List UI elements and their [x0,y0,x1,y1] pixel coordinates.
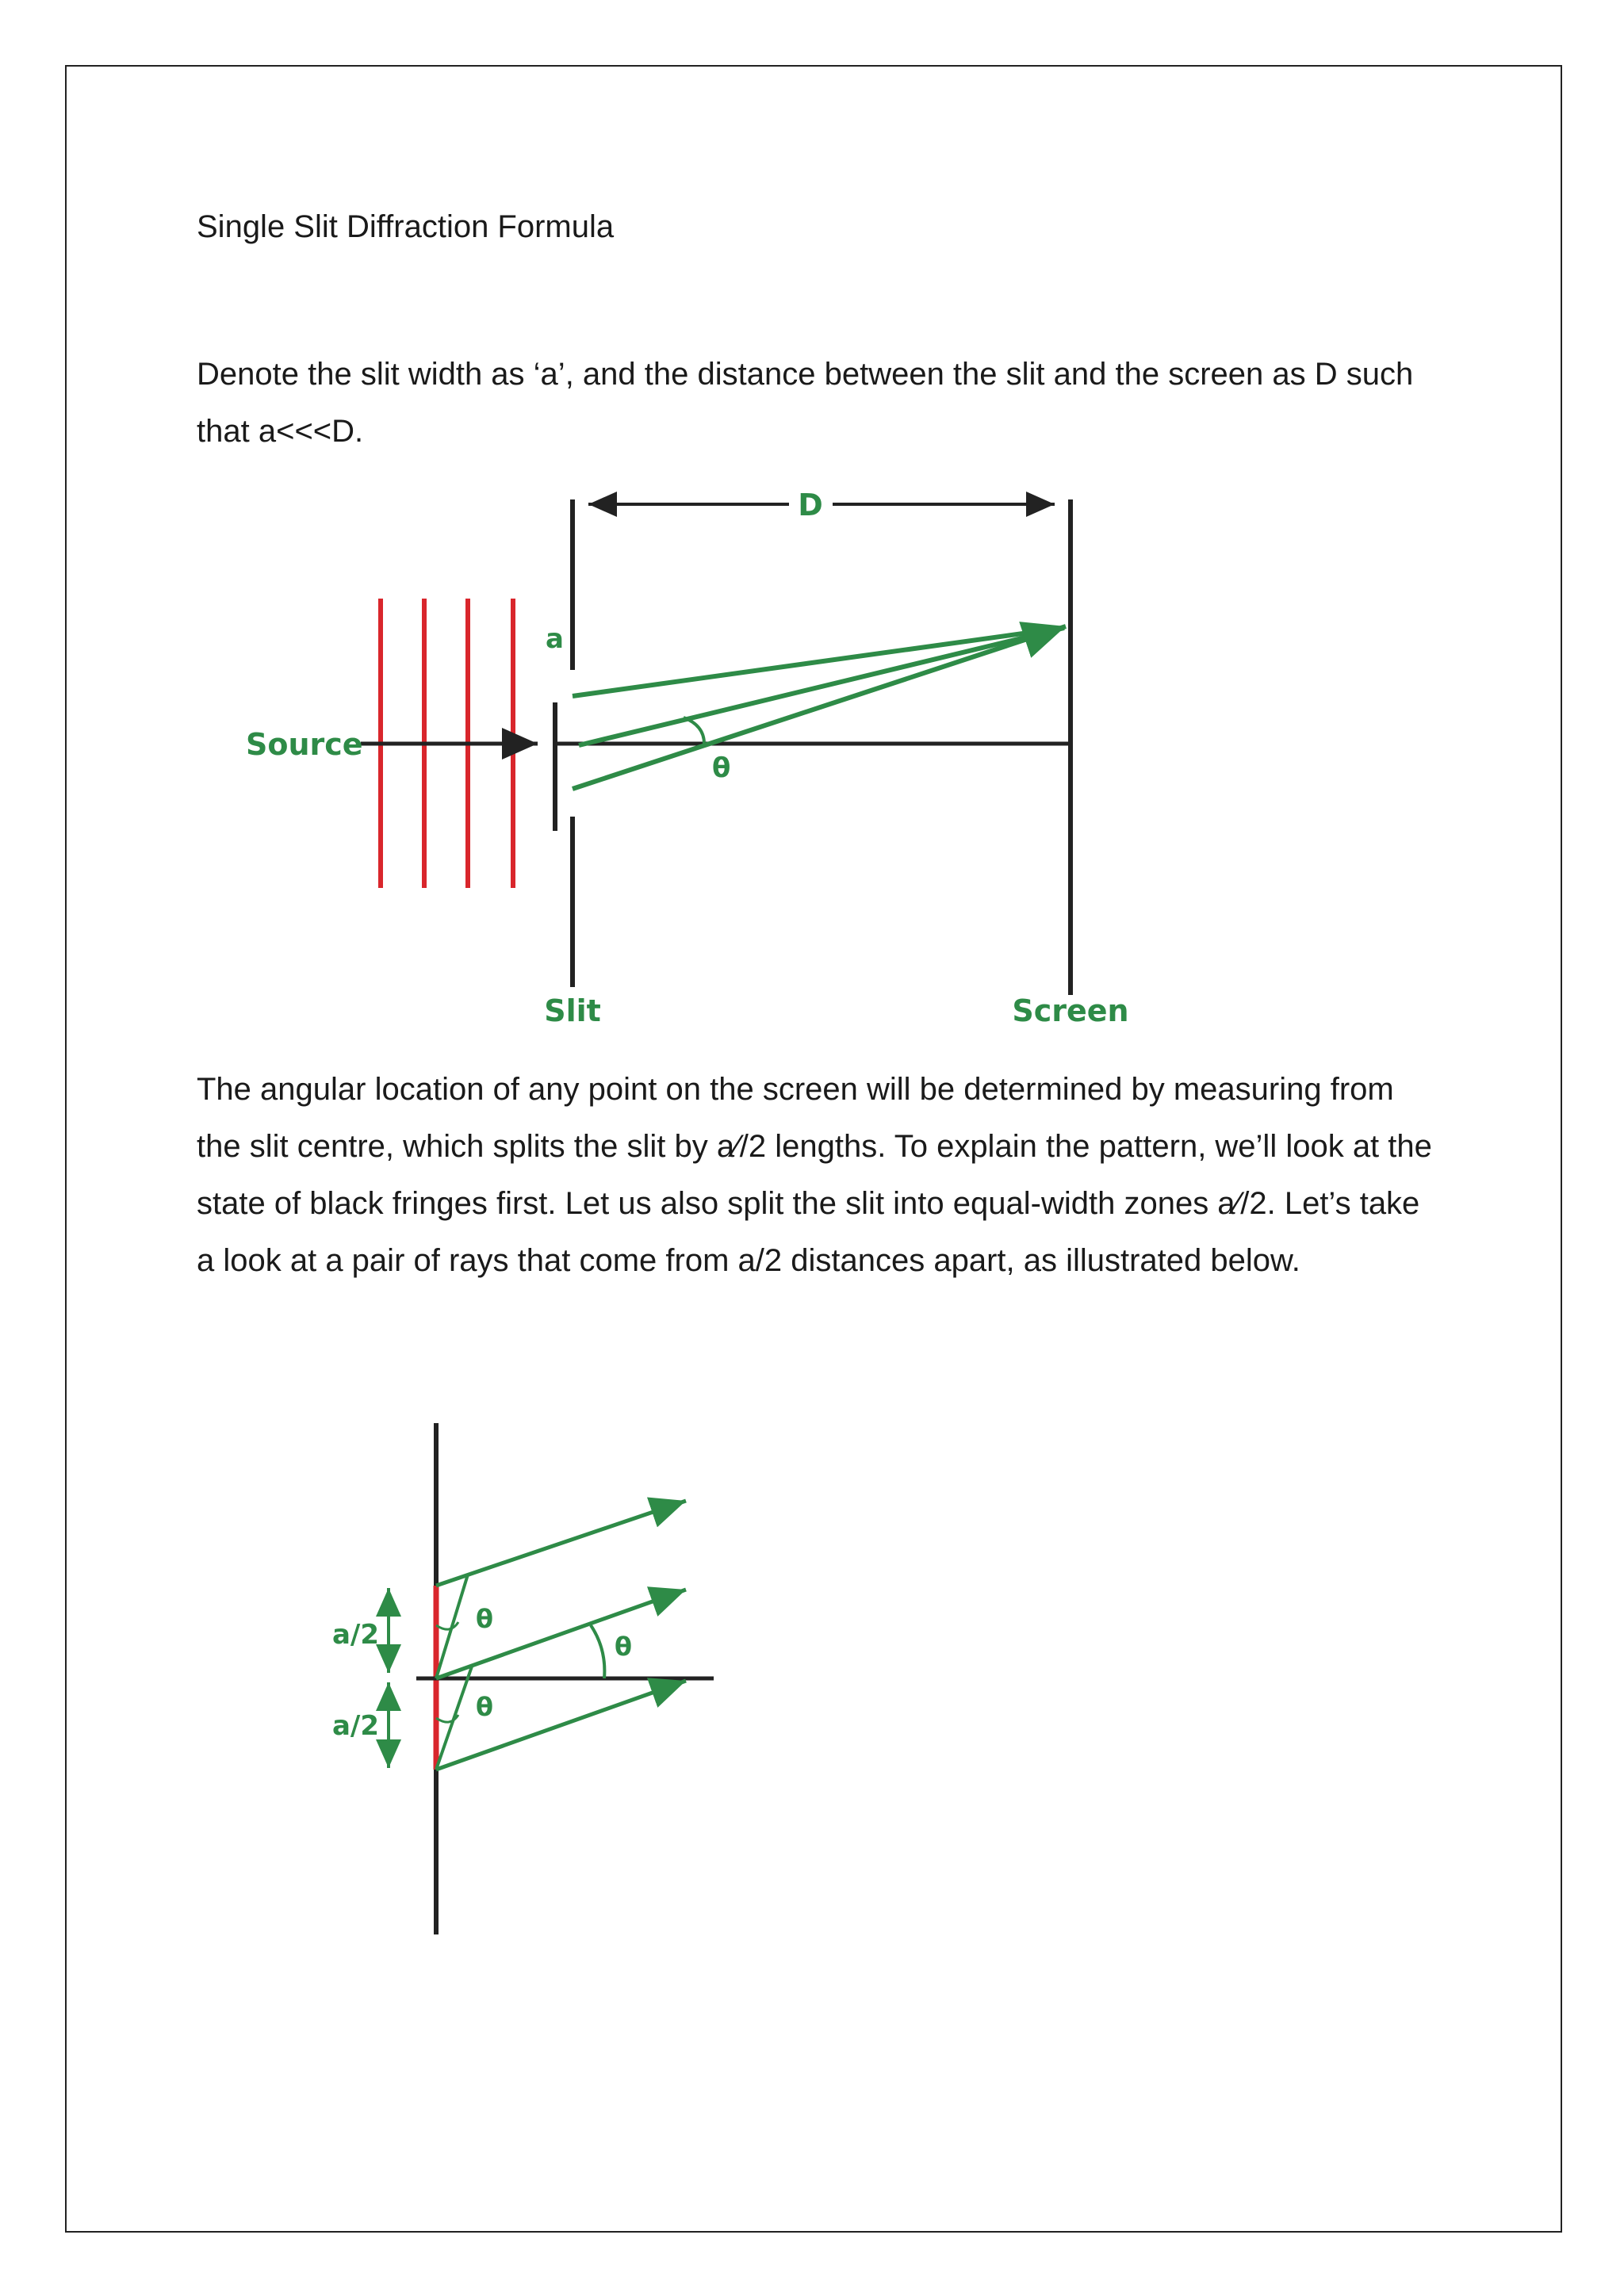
ray-lower [436,1681,686,1770]
source-label: Source [246,727,363,762]
half-width-label-bottom: a/2 [331,1710,379,1742]
perp-line-bottom [436,1667,472,1770]
half-width-label-top: a/2 [331,1619,379,1651]
ray-center [436,1590,686,1678]
explanation-paragraph: The angular location of any point on the screen will be determined by measuring from the slit centre, which splits the slit by a⁄/2 lengths. To explain the pattern, we’ll look at the state of black fringes first. Let us also split the slit into equal-width zones a⁄/2. Let’s take a look at a pair of rays that come from a/2 distances apart, as illustrated below. [197,1072,1432,1278]
ray-upper [436,1501,686,1586]
half-slit-rays-diagram [332,1423,714,1934]
distance-label: D [798,488,823,522]
distance-d-indicator [588,488,1055,522]
perp-line-top [436,1575,468,1678]
ray-bottom [573,626,1066,789]
theta-label-top: θ [476,1604,493,1634]
page-heading: Single Slit Diffraction Formula [197,209,615,244]
intro-paragraph: Denote the slit width as ‘a’, and the distance between the slit and the screen as D such that a<<<D. [197,357,1414,449]
angle-arc-middle [591,1625,604,1678]
parallel-rays [436,1501,686,1770]
slit-setup-diagram [246,488,1129,1028]
theta-label-bottom: θ [476,1692,493,1722]
slit-label: Slit [544,993,601,1028]
screen-label: Screen [1012,993,1129,1028]
slit-width-label: a [546,623,564,655]
angle-arc-top [436,1622,458,1629]
theta-label: θ [712,752,731,784]
diffracted-rays [573,626,1066,789]
theta-label-middle: θ [615,1632,632,1662]
